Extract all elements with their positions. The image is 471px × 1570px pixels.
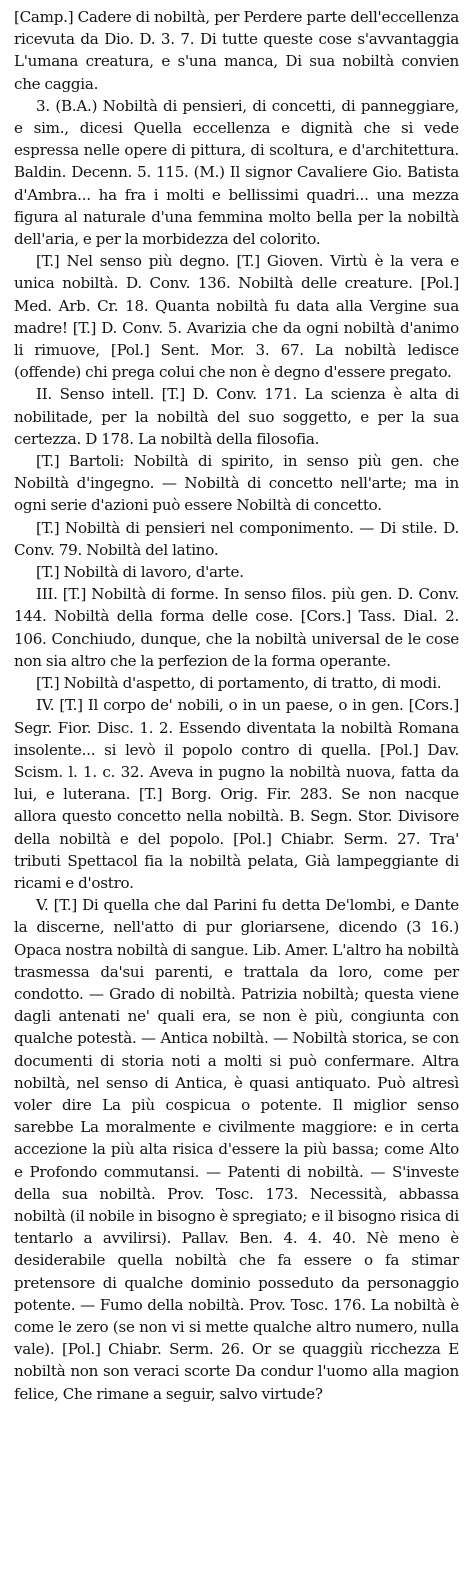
entry-senso-piu-degno: [T.] Nel senso più degno. [T.] Gioven. Virtù è la vera e unica nobiltà. D. Conv. 136. Nobiltà delle creature. [Pol.] Med. Arb. Cr. 18. Quanta nobiltà fu data alla Vergine sua madre! [T.] D. Conv. 5. Avarizia che da ogni nobiltà d'animo li rimuove, [Pol.] Sent. Mor. 3. 67. La nobiltà ledisce (offende) chi prega colui che non è degno d'essere pregato. xyxy=(14,252,459,382)
entry-nobilta-di-spirito: [T.] Bartoli: Nobiltà di spirito, in senso più gen. che Nobiltà d'ingegno. — Nobiltà di concetto nell'arte; ma in ogni serie d'azioni può essere Nobiltà di concetto. xyxy=(14,452,459,515)
entry-nobilta-di-forme: III. [T.] Nobiltà di forme. In senso filos. più gen. D. Conv. 144. Nobiltà della forma delle cose. [Cors.] Tass. Dial. 2. 106. Conchiudo, dunque, che la nobiltà universal de le cose non sia altro che la perfezion de la forma operante. xyxy=(14,585,459,670)
entry-senso-intellettuale: II. Senso intell. [T.] D. Conv. 171. La scienza è alta di nobilitade, per la nobiltà del suo soggetto, e per la sua certezza. D 178. La nobiltà della filosofia. xyxy=(14,385,459,448)
entry-nobilta-di-aspetto: [T.] Nobiltà d'aspetto, di portamento, di tratto, di modi. xyxy=(36,674,442,693)
entry-nobilta-di-sangue: V. [T.] Di quella che dal Parini fu detta De'lombi, e Dante la discerne, nell'atto di pur gloriarsene, dicendo (3 16.) Opaca nostra nobiltà di sangue. Lib. Amer. L'altro ha nobiltà trasmessa da'sui parenti, e trattala da loro, come per condotto. — Grado di nobiltà. Patrizia nobiltà; questa viene dagli antenati ne' quali era, se non è più, congiunta con qualche potestà. — Antica nobiltà. — Nobiltà storica, se con documenti di storia noti a molti si può confermare. Altra nobiltà, nel senso di Antica, è quasi antiquato. Può altresì voler dire La più cospicua o potente. Il miglior senso sarebbe La moralmente e civilmente maggiore: e in certa accezione la più alta risica d'essere la più bassa; come Alto e Profondo commutansi. — Patenti di nobiltà. — S'investe della sua nobiltà. Prov. Tosc. 173. Necessità, abbassa nobiltà (il nobile in bisogno è spregiato; e il bisogno risica di tentarlo a avvilirsi). Pallav. Ben. 4. 4. 40. Nè meno è desiderabile quella nobiltà che fa essere o fa stimar pretensore di qualche dominio posseduto da personaggio potente. — Fumo della nobiltà. Prov. Tosc. 176. La nobiltà è come le zero (se non vi si mette qualche altro numero, nulla vale). [Pol.] Chiabr. Serm. 26. Or se quaggiù ricchezza E nobiltà non son veraci scorte Da condur l'uomo alla magion felice, Che rimane a seguir, salvo virtude? xyxy=(14,896,459,1403)
entry-nobilta-di-lavoro: [T.] Nobiltà di lavoro, d'arte. xyxy=(36,563,244,582)
entry-nobilta-di-pensieri: 3. (B.A.) Nobiltà di pensieri, di concetti, di panneggiare, e sim., dicesi Quella eccellenza e dignità che si vede espressa nelle opere di pittura, di scoltura, e d'architettura. Baldin. Decenn. 5. 115. (M.) Il signor Cavaliere Gio. Batista d'Ambra... ha fra i molti e bellissimi quadri... una mezza figura al naturale d'una femmina molto bella per la nobiltà dell'aria, e per la morbidezza del colorito. xyxy=(14,96,459,249)
entry-cadere-di-nobilta: [Camp.] Cadere di nobiltà, per Perdere parte dell'eccellenza ricevuta da Dio. D. 3. 7. Di tutte queste cose s'avvantaggia L'umana creatura, e s'una manca, Di sua nobiltà convien che caggia. xyxy=(14,8,459,93)
entry-nobilta-di-stile: [T.] Nobiltà di pensieri nel componimento. — Di stile. D. Conv. 79. Nobiltà del latino. xyxy=(14,518,459,559)
entry-corpo-dei-nobili: IV. [T.] Il corpo de' nobili, o in un paese, o in gen. [Cors.] Segr. Fior. Disc. 1. 2. Essendo diventata la nobiltà Romana insolente... si levò il popolo contro di quella. [Pol.] Dav. Scism. l. 1. c. 32. Aveva in pugno la nobiltà nuova, fatta da lui, e luterana. [T.] Borg. Orig. Fir. 283. Se non nacque allora questo concetto nella nobiltà. B. Segn. Stor. Divisore della nobiltà e del popolo. [Pol.] Chiabr. Serm. 27. Tra' tributi Spettacol fia la nobiltà pelata, Già lampeggiante di ricami e d'ostro. xyxy=(14,696,459,892)
